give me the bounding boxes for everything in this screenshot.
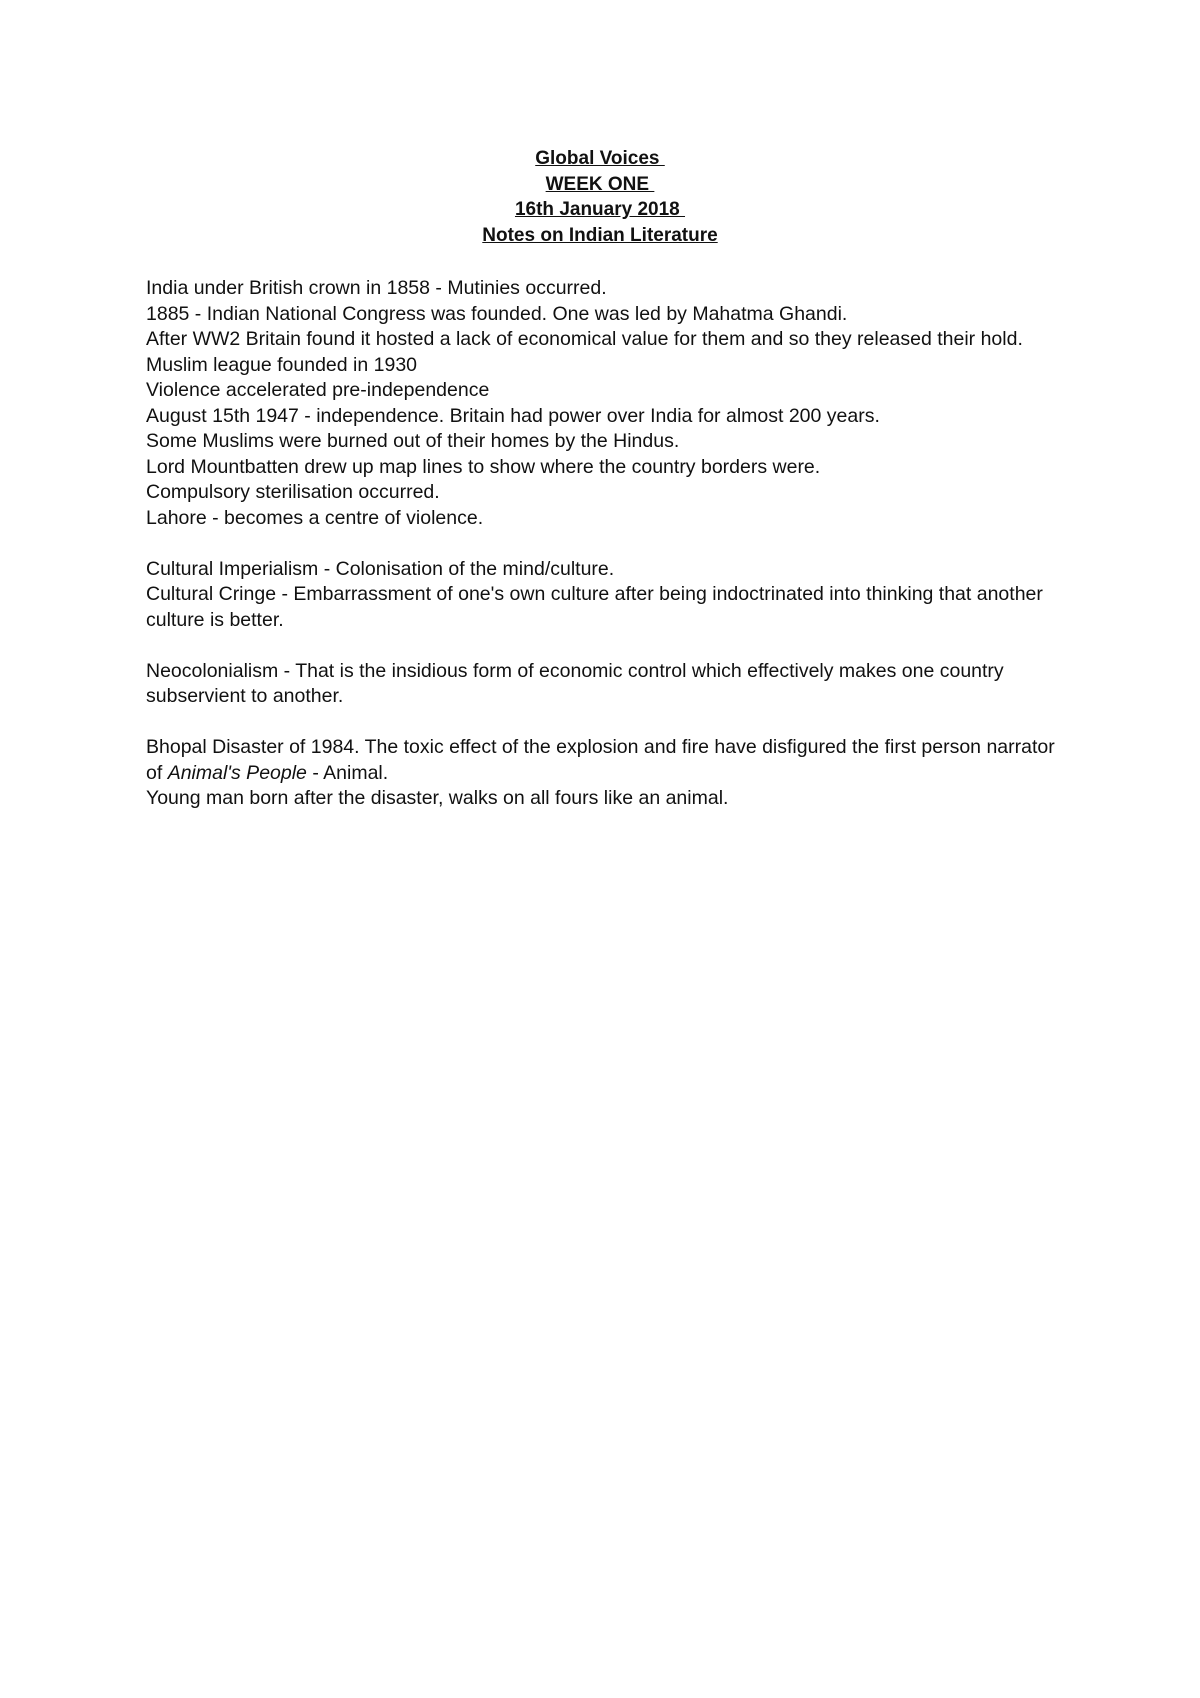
note-line: Muslim league founded in 1930 bbox=[146, 353, 418, 376]
bhopal-second-line: Young man born after the disaster, walks on all fours like an animal. bbox=[146, 787, 729, 809]
cultural-terms bbox=[146, 557, 1066, 634]
note-line: Some Muslims were burned out of their homes by the Hindus. bbox=[146, 430, 680, 452]
document-header bbox=[0, 146, 1200, 248]
note-line: August 15th 1947 - independence. Britain had power over India for almost 200 years. bbox=[146, 404, 880, 427]
term-definition: Cultural Cringe - Embarrassment of one's own culture after being indoctrinated into thinking that another culture is better. bbox=[146, 583, 1043, 631]
neocolonialism-definition bbox=[146, 659, 1066, 710]
note-line: Compulsory sterilisation occurred. bbox=[146, 481, 440, 503]
book-title: Animal's People bbox=[167, 761, 307, 784]
date-heading: 16th January 2018 bbox=[514, 199, 686, 220]
week-heading: WEEK ONE bbox=[545, 173, 655, 195]
bhopal-notes bbox=[146, 735, 1066, 812]
note-line: Violence accelerated pre-independence bbox=[146, 379, 490, 401]
term-definition: Neocolonialism - That is the insidious form of economic control which effectively makes one country subservient to another. bbox=[146, 659, 1004, 707]
bhopal-outro: - Animal. bbox=[306, 761, 389, 784]
note-line: 1885 - Indian National Congress was founded. One was led by Mahatma Ghandi. bbox=[146, 302, 848, 325]
note-line: Lord Mountbatten drew up map lines to show where the country borders were. bbox=[146, 455, 821, 478]
note-line: Lahore - becomes a centre of violence. bbox=[146, 506, 484, 529]
document-title: Global Voices bbox=[535, 148, 665, 169]
note-line: After WW2 Britain found it hosted a lack of economical value for them and so they released their hold. bbox=[146, 328, 1023, 350]
notes-subtitle: Notes on Indian Literature bbox=[482, 224, 718, 246]
note-line: India under British crown in 1858 - Mutinies occurred. bbox=[146, 277, 607, 299]
bhopal-intro: Bhopal Disaster of 1984. The toxic effect of the explosion and fire have disfigured the first person narrator of bbox=[146, 736, 1055, 784]
history-notes bbox=[146, 276, 1066, 531]
bhopal-line bbox=[146, 735, 1066, 786]
term-definition: Cultural Imperialism - Colonisation of the mind/culture. bbox=[146, 557, 615, 580]
document-body bbox=[146, 276, 1066, 837]
